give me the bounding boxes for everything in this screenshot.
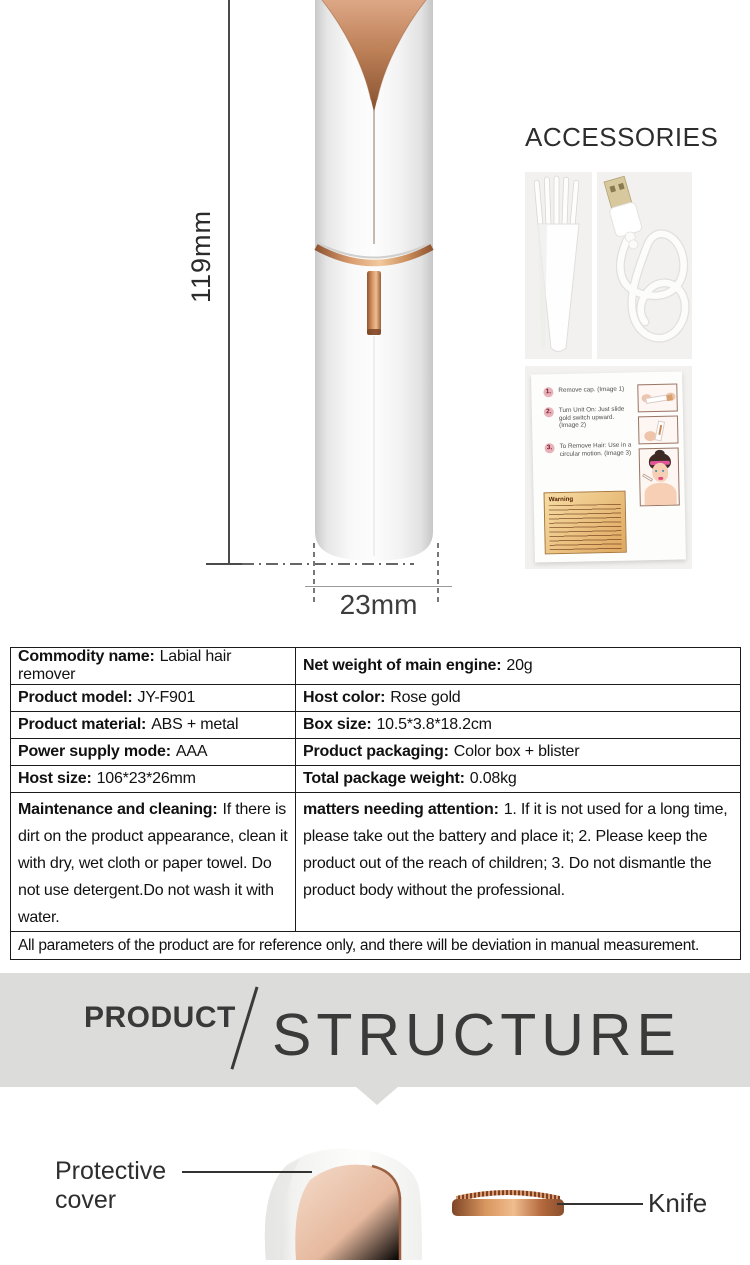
manual-image-2 [638, 416, 679, 445]
manual-step-text: Turn Unit On: Just slide gold switch upward. (Image 2) [558, 405, 625, 430]
cleaning-brush-image [525, 172, 592, 359]
manual-step-number: 1. [543, 387, 553, 397]
accessories-title: ACCESSORIES [525, 122, 719, 152]
protective-cover-photo [252, 1140, 444, 1265]
spec-cell: Total package weight: 0.08kg [296, 766, 741, 793]
pointer-line-protective-cover [182, 1171, 312, 1173]
manual-step-text: Remove cap. (Image 1) [558, 385, 625, 395]
table-row [11, 685, 741, 712]
manual-step-number: 2. [544, 407, 554, 417]
dimension-tick-line [206, 563, 242, 565]
table-row [11, 712, 741, 739]
spec-cell: Power supply mode: AAA [11, 739, 296, 766]
spec-cell: Product packaging: Color box + blister [296, 739, 741, 766]
spec-table [10, 647, 741, 960]
table-footer-note: All parameters of the product are for reference only, and there will be deviation in manual measurement. [11, 932, 741, 960]
usb-cable-image [597, 172, 692, 359]
table-row [11, 739, 741, 766]
banner-pointer-triangle [355, 1086, 399, 1105]
label-protective-cover: Protective cover [55, 1157, 167, 1214]
spec-cell: Net weight of main engine: 20g [296, 648, 741, 685]
instruction-sheet [531, 371, 686, 562]
dimension-width-line [305, 586, 452, 587]
table-row [11, 648, 741, 685]
table-row [11, 793, 741, 932]
pointer-line-knife [557, 1203, 643, 1205]
brush-photo [525, 172, 592, 359]
knife-image [450, 1184, 566, 1216]
spec-cell: Commodity name: Labial hair remover [11, 648, 296, 685]
spec-cell: Host color: Rose gold [296, 685, 741, 712]
spec-cell: Host size: 106*23*26mm [11, 766, 296, 793]
dimension-height-label: 119mm [186, 210, 216, 304]
spec-cell: Product model: JY-F901 [11, 685, 296, 712]
dimension-width-label: 23mm [339, 589, 418, 620]
product-photo [306, 0, 442, 571]
protective-cover-image [252, 1140, 444, 1260]
warning-text-lines [549, 504, 622, 553]
warning-title: Warning [548, 495, 574, 504]
knife-photo [450, 1184, 566, 1221]
manual-image-1 [637, 384, 678, 413]
manual-image-3 [639, 448, 680, 507]
dimension-height-line [228, 0, 230, 564]
label-knife: Knife [648, 1188, 708, 1218]
banner-word-structure: STRUCTURE [272, 1002, 681, 1068]
warning-box [544, 491, 627, 555]
banner-word-product: PRODUCT [84, 1001, 236, 1034]
maintenance-cell: Maintenance and cleaning: If there is dirt on the product appearance, clean it with dry, wet cloth or paper towel. Do not use detergent.Do not wash it with water. [11, 793, 296, 932]
spec-cell: Product material: ABS + metal [11, 712, 296, 739]
table-row [11, 766, 741, 793]
spec-cell: Box size: 10.5*3.8*18.2cm [296, 712, 741, 739]
manual-photo [525, 366, 692, 569]
table-row [11, 932, 741, 960]
manual-step-text: To Remove Hair: Use in a circular motion. (Image 3) [559, 441, 632, 458]
manual-step-number: 3. [544, 443, 554, 453]
usb-cable-photo [597, 172, 692, 359]
dimension-dashdot-line [242, 563, 414, 565]
hair-remover-device-image [306, 0, 442, 566]
attention-cell: matters needing attention: 1. If it is not used for a long time, please take out the battery and place it; 2. Please keep the product out of the reach of children; 3. Do not dismantle the product body without the professional. [296, 793, 741, 932]
